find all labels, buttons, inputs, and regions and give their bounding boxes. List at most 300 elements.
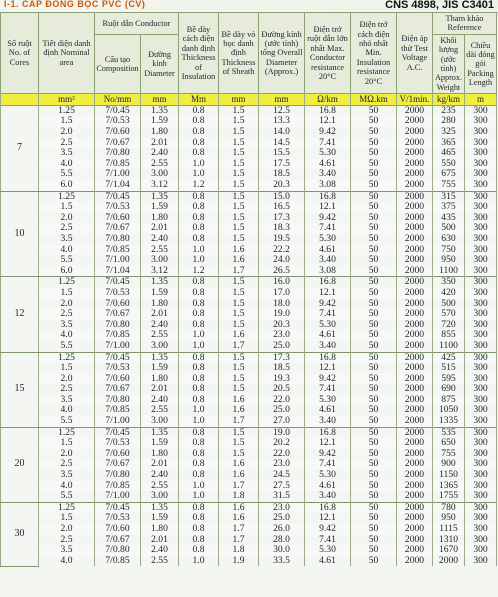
table-cell: 1.6: [219, 330, 259, 341]
table-cell: 0.8: [179, 502, 219, 513]
table-cell: 26.5: [259, 266, 305, 277]
table-cell: 0.8: [179, 449, 219, 460]
table-cell: 3.08: [305, 266, 351, 277]
table-cell: 7/0.53: [95, 288, 141, 299]
table-cell: 50: [351, 341, 397, 352]
table-cell: 2000: [397, 202, 433, 213]
table-cell: 1.0: [179, 169, 219, 180]
table-cell: 6.0: [39, 180, 95, 191]
table-cell: 7/0.45: [95, 502, 141, 513]
table-cell: 4.0: [39, 159, 95, 170]
table-cell: 28.0: [259, 535, 305, 546]
table-cell: 50: [351, 127, 397, 138]
table-cell: 3.00: [141, 169, 179, 180]
table-cell: 2.0: [39, 213, 95, 224]
table-cell: 50: [351, 513, 397, 524]
table-cell: 14.0: [259, 127, 305, 138]
table-cell: 2.40: [141, 545, 179, 556]
table-cell: 300: [465, 169, 497, 180]
table-cell: 0.8: [179, 309, 219, 320]
table-cell: 7/1.00: [95, 255, 141, 266]
table-cell: 7/0.53: [95, 202, 141, 213]
table-cell: 0.8: [179, 213, 219, 224]
col-cores: Số ruột No. of Cores: [1, 13, 39, 94]
table-cell: 300: [465, 374, 497, 385]
table-cell: 18.5: [259, 169, 305, 180]
table-cell: 1.5: [219, 449, 259, 460]
table-cell: 1.0: [179, 159, 219, 170]
table-cell: 1670: [433, 545, 465, 556]
table-cell: 375: [433, 202, 465, 213]
table-cell: 755: [433, 180, 465, 191]
unit-cell: mm²: [39, 94, 95, 106]
table-cell: 0.8: [179, 299, 219, 310]
table-cell: 300: [465, 223, 497, 234]
table-cell: 2.01: [141, 459, 179, 470]
table-cell: 7/1.00: [95, 491, 141, 502]
table-cell: 1.59: [141, 438, 179, 449]
table-cell: 1.25: [39, 105, 95, 116]
table-cell: 300: [465, 470, 497, 481]
table-cell: 1.0: [179, 491, 219, 502]
table-cell: 3.00: [141, 491, 179, 502]
table-cell: 0.8: [179, 234, 219, 245]
table-cell: 7/0.80: [95, 234, 141, 245]
table-cell: 7/0.85: [95, 556, 141, 567]
table-cell: 0.8: [179, 535, 219, 546]
table-cell: 1.7: [219, 416, 259, 427]
table-cell: 300: [465, 148, 497, 159]
table-cell: 1.59: [141, 116, 179, 127]
table-row: [1, 288, 497, 299]
table-cell: 4.61: [305, 245, 351, 256]
table-cell: 2000: [397, 245, 433, 256]
unit-cell: Ω/km: [305, 94, 351, 106]
table-cell: 1.0: [179, 481, 219, 492]
table-cell: 2000: [397, 459, 433, 470]
table-cell: 50: [351, 491, 397, 502]
table-cell: 20.5: [259, 384, 305, 395]
table-cell: 23.0: [259, 502, 305, 513]
table-cell: 950: [433, 513, 465, 524]
table-cell: 300: [465, 502, 497, 513]
table-cell: 2.01: [141, 384, 179, 395]
table-row: [1, 491, 497, 502]
table-cell: 19.0: [259, 427, 305, 438]
table-cell: 7/0.67: [95, 459, 141, 470]
table-cell: 9.42: [305, 213, 351, 224]
table-cell: 300: [465, 202, 497, 213]
table-cell: 0.8: [179, 384, 219, 395]
table-cell: 1.5: [219, 202, 259, 213]
table-cell: 7/0.67: [95, 309, 141, 320]
table-cell: 2000: [397, 266, 433, 277]
col-resistance: Điện trở ruột dẫn lớn nhất Max. Conductor resistance 20°C: [305, 13, 351, 94]
table-cell: 20.3: [259, 320, 305, 331]
table-cell: 2000: [397, 159, 433, 170]
table-cell: 0.8: [179, 438, 219, 449]
table-cell: 50: [351, 363, 397, 374]
section-title: I-1. CÁP ĐỒNG BỌC PVC (CV): [4, 0, 146, 9]
table-cell: 7/0.80: [95, 148, 141, 159]
table-cell: 50: [351, 481, 397, 492]
table-cell: 1.5: [39, 116, 95, 127]
table-cell: 3.00: [141, 416, 179, 427]
table-cell: 50: [351, 352, 397, 363]
table-cell: 2.0: [39, 374, 95, 385]
table-cell: 300: [465, 245, 497, 256]
table-cell: 50: [351, 266, 397, 277]
table-cell: 1.7: [219, 341, 259, 352]
table-cell: 1115: [433, 524, 465, 535]
table-cell: 1.6: [219, 502, 259, 513]
table-cell: 50: [351, 180, 397, 191]
table-cell: 9.42: [305, 374, 351, 385]
table-cell: 1.35: [141, 191, 179, 202]
table-cell: 0.8: [179, 138, 219, 149]
table-cell: 1.80: [141, 449, 179, 460]
table-cell: 0.8: [179, 127, 219, 138]
table-cell: 7/0.80: [95, 545, 141, 556]
table-cell: 7/0.85: [95, 481, 141, 492]
table-cell: 300: [465, 384, 497, 395]
table-cell: 16.8: [305, 105, 351, 116]
table-cell: 5.30: [305, 234, 351, 245]
table-cell: 465: [433, 148, 465, 159]
table-cell: 18.0: [259, 299, 305, 310]
table-cell: 1.25: [39, 502, 95, 513]
table-cell: 50: [351, 438, 397, 449]
col-area: Tiết diện danh định Nominal area: [39, 13, 95, 94]
table-cell: 50: [351, 449, 397, 460]
cores-cell: 30: [1, 502, 39, 566]
table-body: [1, 94, 497, 567]
table-cell: 2.55: [141, 330, 179, 341]
table-cell: 50: [351, 545, 397, 556]
table-cell: 4.61: [305, 159, 351, 170]
table-cell: 2000: [397, 180, 433, 191]
col-diameter: Đường kính Diameter: [141, 34, 179, 93]
table-cell: 3.5: [39, 148, 95, 159]
table-cell: 1.7: [219, 266, 259, 277]
table-cell: 22.0: [259, 449, 305, 460]
table-row: [1, 234, 497, 245]
table-cell: 7/0.80: [95, 395, 141, 406]
table-cell: 1365: [433, 481, 465, 492]
table-cell: 7/0.67: [95, 138, 141, 149]
table-cell: 300: [465, 513, 497, 524]
table-cell: 1.5: [219, 288, 259, 299]
table-cell: 420: [433, 288, 465, 299]
table-cell: 23.0: [259, 330, 305, 341]
table-cell: 24.5: [259, 470, 305, 481]
table-cell: 50: [351, 191, 397, 202]
table-cell: 1.25: [39, 277, 95, 288]
table-cell: 300: [465, 427, 497, 438]
table-cell: 7/0.60: [95, 127, 141, 138]
table-cell: 720: [433, 320, 465, 331]
unit-cell: mm: [141, 94, 179, 106]
table-cell: 17.0: [259, 288, 305, 299]
table-cell: 16.8: [305, 352, 351, 363]
table-cell: 4.61: [305, 405, 351, 416]
table-cell: 3.5: [39, 545, 95, 556]
table-cell: 2000: [397, 395, 433, 406]
table-cell: 2000: [397, 320, 433, 331]
table-cell: 16.5: [259, 202, 305, 213]
table-cell: 7/0.60: [95, 299, 141, 310]
table-cell: 50: [351, 138, 397, 149]
unit-cell: mm: [219, 94, 259, 106]
table-cell: 50: [351, 148, 397, 159]
table-cell: 855: [433, 330, 465, 341]
table-cell: 2000: [397, 513, 433, 524]
table-cell: 1.35: [141, 502, 179, 513]
table-cell: 5.30: [305, 470, 351, 481]
table-cell: 26.0: [259, 524, 305, 535]
table-cell: 1.35: [141, 105, 179, 116]
table-cell: 300: [465, 363, 497, 374]
table-cell: 5.5: [39, 416, 95, 427]
table-cell: 0.8: [179, 374, 219, 385]
table-cell: 50: [351, 524, 397, 535]
table-cell: 14.5: [259, 138, 305, 149]
table-cell: 300: [465, 330, 497, 341]
table-cell: 7/0.67: [95, 535, 141, 546]
table-cell: 5.5: [39, 341, 95, 352]
table-cell: 675: [433, 169, 465, 180]
table-cell: 0.8: [179, 470, 219, 481]
table-cell: 1.5: [219, 320, 259, 331]
unit-cell: V/1min.: [397, 94, 433, 106]
table-cell: 300: [465, 556, 497, 567]
table-cell: 1.5: [219, 309, 259, 320]
table-cell: 50: [351, 245, 397, 256]
table-cell: 1.2: [179, 266, 219, 277]
table-cell: 1.5: [219, 374, 259, 385]
table-cell: 2.0: [39, 127, 95, 138]
table-cell: 50: [351, 502, 397, 513]
table-cell: 2.0: [39, 299, 95, 310]
table-cell: 3.40: [305, 255, 351, 266]
table-cell: 690: [433, 384, 465, 395]
table-cell: 2000: [397, 341, 433, 352]
table-cell: 2.40: [141, 470, 179, 481]
table-cell: 6.0: [39, 266, 95, 277]
table-cell: 12.1: [305, 116, 351, 127]
table-cell: 3.40: [305, 491, 351, 502]
table-cell: 3.12: [141, 266, 179, 277]
table-cell: 435: [433, 213, 465, 224]
table-cell: 900: [433, 459, 465, 470]
table-cell: 7/1.00: [95, 341, 141, 352]
table-cell: 2000: [397, 352, 433, 363]
table-cell: 2000: [397, 191, 433, 202]
table-cell: 2000: [397, 234, 433, 245]
table-cell: 300: [465, 449, 497, 460]
table-cell: 50: [351, 427, 397, 438]
table-cell: 1.5: [39, 202, 95, 213]
table-cell: 1.59: [141, 288, 179, 299]
table-cell: 7/0.85: [95, 405, 141, 416]
table-cell: 3.00: [141, 255, 179, 266]
table-cell: 19.5: [259, 234, 305, 245]
table-cell: 2000: [397, 138, 433, 149]
table-cell: 2.55: [141, 556, 179, 567]
table-cell: 1.25: [39, 191, 95, 202]
table-cell: 300: [465, 234, 497, 245]
table-cell: 9.42: [305, 299, 351, 310]
table-cell: 2.40: [141, 320, 179, 331]
table-cell: 50: [351, 470, 397, 481]
table-cell: 0.8: [179, 105, 219, 116]
table-cell: 50: [351, 202, 397, 213]
table-cell: 1.6: [219, 245, 259, 256]
table-cell: 4.0: [39, 481, 95, 492]
unit-cell: mm: [259, 94, 305, 106]
table-cell: 300: [465, 438, 497, 449]
table-cell: 300: [465, 309, 497, 320]
table-cell: 7/0.53: [95, 363, 141, 374]
table-cell: 50: [351, 395, 397, 406]
table-cell: 2000: [397, 148, 433, 159]
table-cell: 300: [465, 320, 497, 331]
table-cell: 2000: [397, 535, 433, 546]
table-cell: 1.5: [39, 513, 95, 524]
table-cell: 1.7: [219, 481, 259, 492]
cores-cell: 15: [1, 352, 39, 427]
table-cell: 50: [351, 234, 397, 245]
table-cell: 5.5: [39, 255, 95, 266]
table-cell: 1.5: [219, 159, 259, 170]
table-cell: 300: [465, 213, 497, 224]
table-cell: 5.30: [305, 545, 351, 556]
table-cell: 25.0: [259, 513, 305, 524]
table-cell: 12.5: [259, 105, 305, 116]
table-cell: 1.5: [219, 234, 259, 245]
table-cell: 2.55: [141, 405, 179, 416]
table-cell: 9.42: [305, 524, 351, 535]
table-cell: 2.5: [39, 309, 95, 320]
table-cell: 1.80: [141, 127, 179, 138]
table-cell: 2000: [397, 299, 433, 310]
table-cell: 1.5: [219, 363, 259, 374]
table-cell: 0.8: [179, 524, 219, 535]
table-cell: 2.01: [141, 309, 179, 320]
units-row: [1, 94, 497, 106]
table-cell: 0.8: [179, 363, 219, 374]
table-cell: 1.5: [219, 169, 259, 180]
table-cell: 1.7: [219, 524, 259, 535]
table-cell: 1.5: [39, 288, 95, 299]
table-cell: 16.8: [305, 277, 351, 288]
table-cell: 2000: [397, 502, 433, 513]
table-cell: 300: [465, 159, 497, 170]
table-cell: 4.61: [305, 330, 351, 341]
table-cell: 2000: [397, 277, 433, 288]
table-cell: 1100: [433, 266, 465, 277]
table-cell: 50: [351, 213, 397, 224]
table-cell: 1.5: [219, 127, 259, 138]
table-cell: 1.59: [141, 513, 179, 524]
table-cell: 1.25: [39, 427, 95, 438]
table-row: [1, 416, 497, 427]
unit-cell: kg/km: [433, 94, 465, 106]
table-cell: 300: [465, 191, 497, 202]
table-cell: 9.42: [305, 449, 351, 460]
table-cell: 2000: [397, 127, 433, 138]
table-cell: 31.5: [259, 491, 305, 502]
table-cell: 1.25: [39, 352, 95, 363]
table-cell: 7/0.45: [95, 277, 141, 288]
table-cell: 2000: [397, 384, 433, 395]
table-cell: 500: [433, 223, 465, 234]
table-cell: 5.30: [305, 395, 351, 406]
table-cell: 50: [351, 309, 397, 320]
col-weight: Khối lượng (ước tính) Approx. Weight: [433, 34, 465, 93]
table-cell: 50: [351, 384, 397, 395]
table-cell: 325: [433, 127, 465, 138]
table-cell: 1.0: [179, 405, 219, 416]
table-cell: 0.8: [179, 427, 219, 438]
table-cell: 1.0: [179, 245, 219, 256]
col-conductor-group: Ruột dẫn Conductor: [95, 13, 179, 35]
table-cell: 1.5: [219, 116, 259, 127]
table-cell: 300: [465, 491, 497, 502]
table-cell: 570: [433, 309, 465, 320]
table-cell: 7/0.80: [95, 320, 141, 331]
table-cell: 2000: [397, 223, 433, 234]
table-cell: 7.41: [305, 138, 351, 149]
table-cell: 2000: [397, 449, 433, 460]
unit-cell: No/mm: [95, 94, 141, 106]
table-cell: 7/0.53: [95, 513, 141, 524]
table-cell: 7/1.04: [95, 266, 141, 277]
table-cell: 0.8: [179, 148, 219, 159]
table-cell: 1.5: [219, 138, 259, 149]
table-cell: 4.61: [305, 556, 351, 567]
table-cell: 12.1: [305, 363, 351, 374]
table-cell: 50: [351, 320, 397, 331]
table-cell: 300: [465, 127, 497, 138]
table-cell: 425: [433, 352, 465, 363]
table-cell: 365: [433, 138, 465, 149]
table-cell: 1.0: [179, 416, 219, 427]
unit-cell: m: [465, 94, 497, 106]
table-cell: 280: [433, 116, 465, 127]
table-cell: 2.55: [141, 481, 179, 492]
table-cell: 2.55: [141, 245, 179, 256]
table-cell: 2.5: [39, 535, 95, 546]
table-cell: 12.1: [305, 288, 351, 299]
table-cell: 7.41: [305, 384, 351, 395]
table-cell: 3.08: [305, 180, 351, 191]
table-cell: 7/0.53: [95, 438, 141, 449]
table-cell: 2000: [397, 524, 433, 535]
table-cell: 33.5: [259, 556, 305, 567]
table-cell: 7/0.85: [95, 245, 141, 256]
table-cell: 300: [465, 481, 497, 492]
table-cell: 22.2: [259, 245, 305, 256]
table-cell: 300: [465, 459, 497, 470]
table-cell: 7/0.85: [95, 159, 141, 170]
table-cell: 1.7: [219, 535, 259, 546]
cable-spec-table: [0, 12, 497, 567]
table-cell: 9.42: [305, 127, 351, 138]
table-cell: 3.00: [141, 341, 179, 352]
standard-label: CNS 4898, JIS C3401: [385, 0, 494, 11]
table-cell: 20.2: [259, 438, 305, 449]
